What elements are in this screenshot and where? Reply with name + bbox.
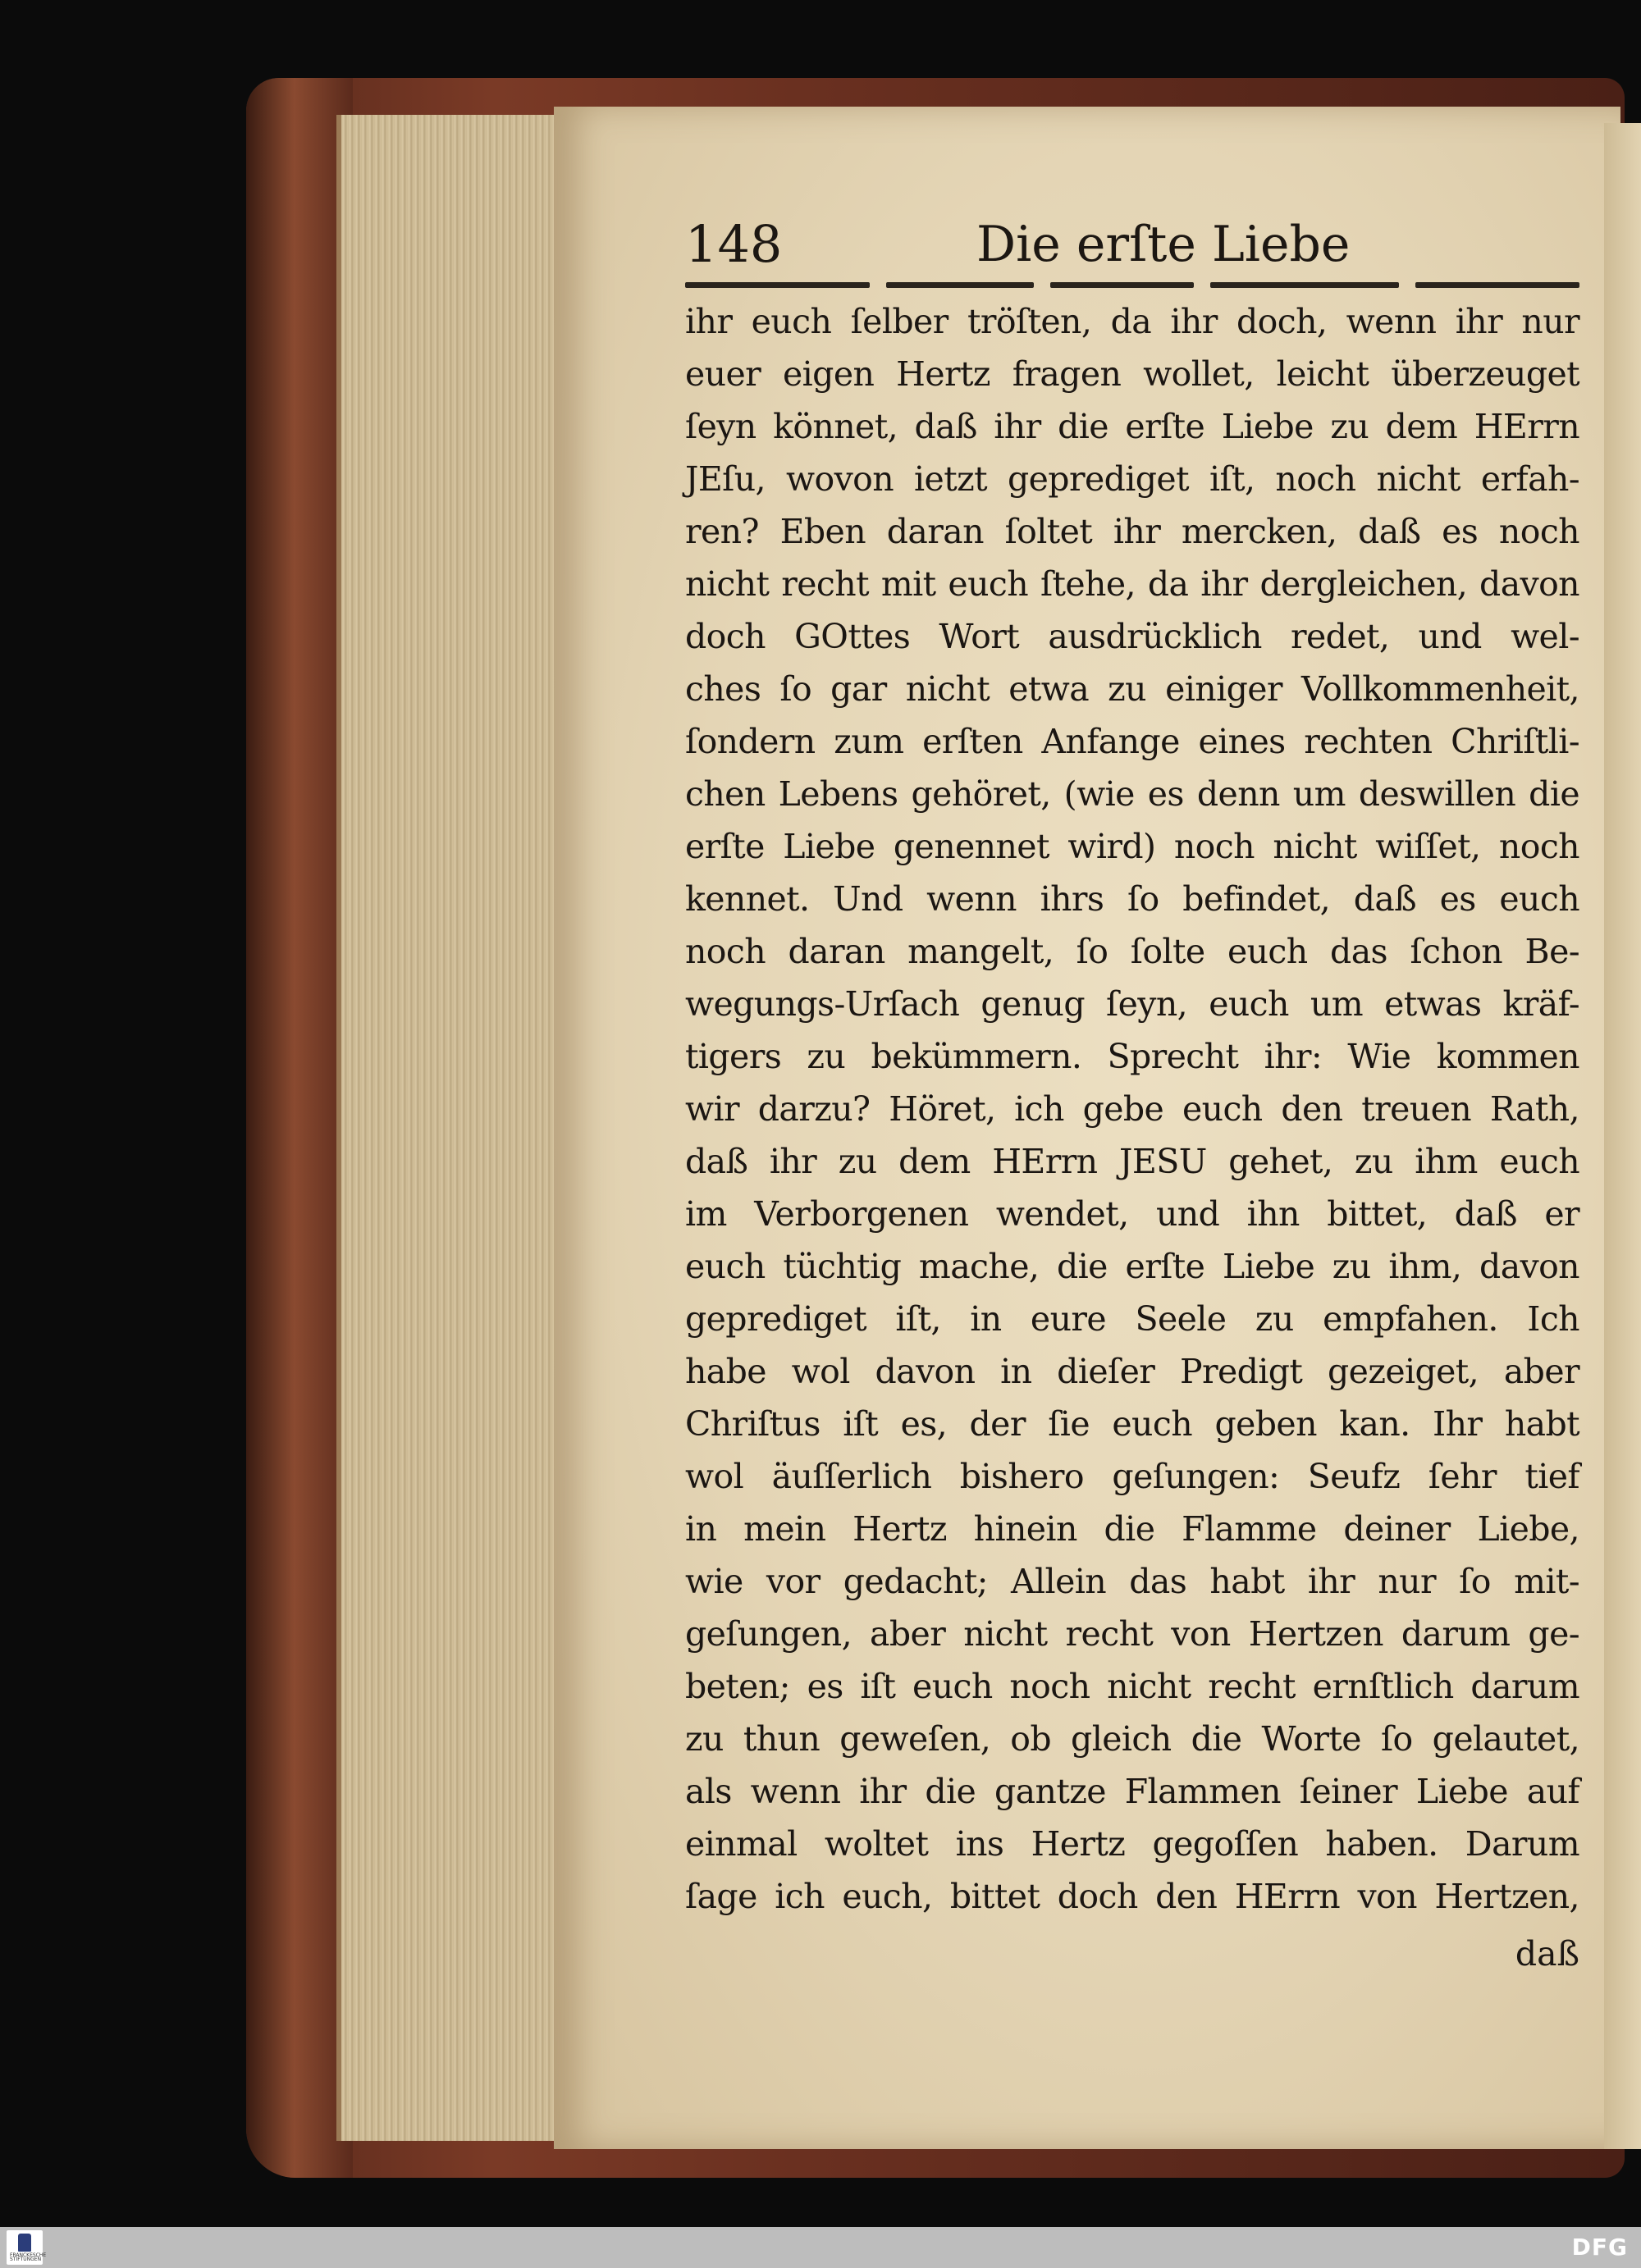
text-line: ſage ich euch, bittet doch den HErrn von Hertzen,: [685, 1877, 1579, 1916]
text-line: ren? Eben daran ſoltet ihr mercken, daß es noch: [685, 512, 1579, 551]
text-line: wie vor gedacht; Allein das habt ihr nur ſo mit-: [685, 1562, 1579, 1601]
page-edges: [336, 115, 563, 2141]
facing-page-edge: [1604, 123, 1641, 2149]
text-line: in mein Hertz hinein die Flamme deiner Liebe,: [685, 1509, 1579, 1549]
dfg-logo: DFG: [1571, 2234, 1628, 2261]
text-line: erſte Liebe genennet wird) noch nicht wiſſet, noch: [685, 827, 1579, 866]
institution-logo: [7, 2230, 47, 2265]
text-line: beten; es iſt euch noch nicht recht ernſtlich darum: [685, 1667, 1579, 1706]
text-line: ſondern zum erſten Anfange eines rechten Chriſtli-: [685, 722, 1579, 761]
text-line: wegungs-Urſach genug ſeyn, euch um etwas kräf-: [685, 984, 1579, 1024]
text-line: wir darzu? Höret, ich gebe euch den treuen Rath,: [685, 1089, 1579, 1129]
text-line: daß ihr zu dem HErrn JESU gehet, zu ihm euch: [685, 1142, 1579, 1181]
text-line: zu thun geweſen, ob gleich die Worte ſo gelautet,: [685, 1719, 1579, 1759]
text-line: doch GOttes Wort ausdrücklich redet, und wel-: [685, 617, 1579, 656]
running-head: Die erſte Liebe: [976, 216, 1351, 273]
text-line: euer eigen Hertz fragen wollet, leicht überzeuget: [685, 354, 1579, 394]
text-line: im Verborgenen wendet, und ihn bittet, daß er: [685, 1194, 1579, 1234]
text-line: habe wol davon in dieſer Predigt gezeiget, aber: [685, 1352, 1579, 1391]
institution-logo-text: FRANCKESCHE STIFTUNGEN: [10, 2252, 47, 2262]
text-line: wol äuſſerlich bishero geſungen: Seufz ſehr tief: [685, 1457, 1579, 1496]
text-line: noch daran mangelt, ſo ſolte euch das ſchon Be-: [685, 932, 1579, 971]
institution-emblem-icon: [18, 2234, 31, 2252]
text-line: ſeyn könnet, daß ihr die erſte Liebe zu dem HErrn: [685, 407, 1579, 446]
header-rule: [1210, 282, 1399, 288]
text-line: nicht recht mit euch ſtehe, da ihr dergleichen, davon: [685, 564, 1579, 604]
header-rule: [1415, 282, 1579, 288]
header-rule: [886, 282, 1034, 288]
text-line: euch tüchtig mache, die erſte Liebe zu ihm, davon: [685, 1247, 1579, 1286]
text-line: geſungen, aber nicht recht von Hertzen darum ge-: [685, 1614, 1579, 1654]
text-line: tigers zu bekümmern. Sprecht ihr: Wie kommen: [685, 1037, 1579, 1076]
text-line: als wenn ihr die gantze Flammen ſeiner Liebe auf: [685, 1772, 1579, 1811]
catchword: daß: [1515, 1934, 1579, 1974]
text-line: ihr euch ſelber tröſten, da ihr doch, wenn ihr nur: [685, 302, 1579, 341]
header-rule: [685, 282, 870, 288]
text-line: chen Lebens gehöret, (wie es denn um deswillen die: [685, 774, 1579, 814]
viewer-footer: [0, 2227, 1641, 2268]
text-line: JEſu, wovon ietzt geprediget iſt, noch nicht erfah-: [685, 459, 1579, 499]
text-line: ches ſo gar nicht etwa zu einiger Vollkommenheit,: [685, 669, 1579, 709]
body-text: [685, 295, 1579, 1923]
text-line: einmal woltet ins Hertz gegoſſen haben. Darum: [685, 1824, 1579, 1864]
text-line: kennet. Und wenn ihrs ſo befindet, daß es euch: [685, 879, 1579, 919]
header-rule: [1050, 282, 1194, 288]
text-line: geprediget iſt, in eure Seele zu empfahen. Ich: [685, 1299, 1579, 1339]
text-line: Chriſtus iſt es, der ſie euch geben kan. Ihr habt: [685, 1404, 1579, 1444]
page-number: 148: [685, 214, 783, 274]
